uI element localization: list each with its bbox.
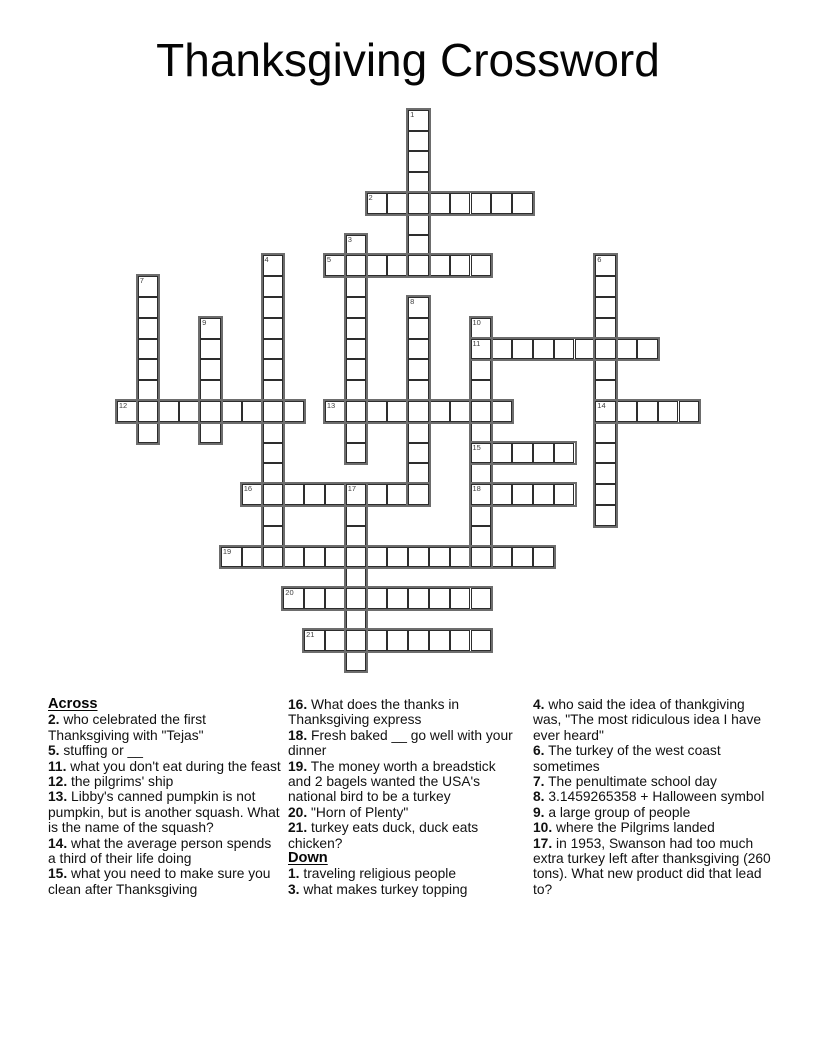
grid-cell[interactable] <box>679 401 700 422</box>
grid-cell[interactable] <box>575 339 596 360</box>
grid-cell[interactable] <box>408 339 429 360</box>
grid-cell[interactable] <box>325 401 346 422</box>
grid-cell[interactable] <box>429 255 450 276</box>
grid-cell[interactable] <box>595 422 616 443</box>
grid-cell[interactable] <box>200 359 221 380</box>
grid-cell[interactable] <box>408 630 429 651</box>
grid-cell[interactable] <box>595 359 616 380</box>
grid-cell[interactable] <box>200 380 221 401</box>
grid-cell[interactable] <box>367 588 388 609</box>
clue-8 <box>533 789 776 804</box>
grid-cell[interactable] <box>429 588 450 609</box>
grid-cell[interactable] <box>512 443 533 464</box>
cell-number: 19 <box>222 546 232 556</box>
grid-cell[interactable] <box>408 235 429 256</box>
grid-cell[interactable] <box>471 547 492 568</box>
grid-cell[interactable] <box>179 401 200 422</box>
clue-number: 10. <box>533 820 553 836</box>
grid-cell[interactable] <box>283 484 304 505</box>
clue-number: 8. <box>533 789 545 805</box>
cell-number: 11 <box>472 338 481 348</box>
grid-cell[interactable] <box>533 547 554 568</box>
clue-number: 5. <box>48 743 60 759</box>
grid-cell[interactable] <box>242 547 263 568</box>
clue-text: 3.1459265358 + Halloween symbol <box>548 789 765 805</box>
grid-cell[interactable] <box>408 422 429 443</box>
clue-number: 19. <box>288 758 308 774</box>
grid-cell[interactable] <box>263 318 284 339</box>
clue-text: what you need to make sure you clean after Thanksgiving <box>48 866 271 897</box>
clue-text: Libby's canned pumpkin is not pumpkin, but is another squash. What is the name of the squash? <box>48 789 280 836</box>
grid-cell[interactable] <box>512 193 533 214</box>
grid-cell[interactable] <box>200 422 221 443</box>
grid-cell[interactable] <box>367 547 388 568</box>
grid-cell[interactable] <box>450 193 471 214</box>
clue-11 <box>48 759 281 774</box>
grid-cell[interactable] <box>138 276 159 297</box>
grid-cell[interactable] <box>595 463 616 484</box>
grid-cell[interactable] <box>408 401 429 422</box>
grid-cell[interactable] <box>595 297 616 318</box>
grid-cell[interactable] <box>554 484 575 505</box>
grid-cell[interactable] <box>595 339 616 360</box>
cell-number: 7 <box>139 276 144 286</box>
grid-cell[interactable] <box>616 339 637 360</box>
clue-number: 17. <box>533 835 553 851</box>
grid-cell[interactable] <box>450 255 471 276</box>
grid-cell[interactable] <box>346 609 367 630</box>
grid-cell[interactable] <box>346 255 367 276</box>
grid-cell[interactable] <box>263 339 284 360</box>
grid-cell[interactable] <box>346 297 367 318</box>
grid-cell[interactable] <box>346 318 367 339</box>
grid-cell[interactable] <box>283 588 304 609</box>
cell-number: 16 <box>243 484 253 494</box>
grid-cell[interactable] <box>512 339 533 360</box>
grid-cell[interactable] <box>450 588 471 609</box>
clue-18 <box>288 728 519 759</box>
clue-19 <box>288 759 519 805</box>
grid-cell[interactable] <box>408 547 429 568</box>
grid-cell[interactable] <box>387 547 408 568</box>
grid-cell[interactable] <box>263 276 284 297</box>
grid-cell[interactable] <box>408 151 429 172</box>
grid-cell[interactable] <box>367 193 388 214</box>
clue-number: 2. <box>48 712 60 728</box>
grid-cell[interactable] <box>533 443 554 464</box>
grid-cell[interactable] <box>263 443 284 464</box>
grid-cell[interactable] <box>367 401 388 422</box>
grid-cell[interactable] <box>429 193 450 214</box>
grid-cell[interactable] <box>138 401 159 422</box>
clue-text: who celebrated the first Thanksgiving with "Tejas" <box>48 712 207 743</box>
grid-cell[interactable] <box>200 318 221 339</box>
grid-cell[interactable] <box>408 484 429 505</box>
grid-cell[interactable] <box>429 630 450 651</box>
grid-cell[interactable] <box>346 380 367 401</box>
grid-cell[interactable] <box>346 588 367 609</box>
grid-cell[interactable] <box>138 339 159 360</box>
clue-text: traveling religious people <box>303 866 456 882</box>
grid-cell[interactable] <box>304 588 325 609</box>
grid-cell[interactable] <box>283 547 304 568</box>
grid-cell[interactable] <box>346 547 367 568</box>
grid-cell[interactable] <box>221 401 242 422</box>
clue-text: who said the idea of thankgiving was, "The most ridiculous idea I have ever heard" <box>533 697 762 743</box>
clue-20 <box>288 805 519 820</box>
cell-number: 10 <box>472 317 481 327</box>
grid-cell[interactable] <box>595 484 616 505</box>
clue-number: 3. <box>288 881 300 897</box>
grid-cell[interactable] <box>346 422 367 443</box>
cell-number: 9 <box>202 317 207 327</box>
cell-number: 12 <box>118 401 128 410</box>
clue-4 <box>533 697 776 743</box>
clue-number: 9. <box>533 804 545 820</box>
grid-cell[interactable] <box>408 255 429 276</box>
grid-cell[interactable] <box>263 359 284 380</box>
clue-text: stuffing or __ <box>63 743 143 759</box>
grid-cell[interactable] <box>595 276 616 297</box>
grid-cell[interactable] <box>471 380 492 401</box>
clue-9 <box>533 805 776 820</box>
grid-cell[interactable] <box>408 318 429 339</box>
grid-cell[interactable] <box>471 630 492 651</box>
clue-column-2 <box>288 697 519 897</box>
grid-cell[interactable] <box>367 484 388 505</box>
grid-cell[interactable] <box>429 401 450 422</box>
grid-cell[interactable] <box>304 630 325 651</box>
grid-cell[interactable] <box>491 443 512 464</box>
grid-cell[interactable] <box>138 359 159 380</box>
clue-number: 21. <box>288 820 308 836</box>
clue-text: "Horn of Plenty" <box>311 804 409 820</box>
grid-cell[interactable] <box>408 588 429 609</box>
clue-text: what makes turkey topping <box>303 881 468 897</box>
grid-cell[interactable] <box>637 401 658 422</box>
grid-cell[interactable] <box>325 547 346 568</box>
clue-6 <box>533 743 776 774</box>
clue-text: the pilgrims' ship <box>71 774 174 790</box>
grid-cell[interactable] <box>387 401 408 422</box>
grid-cell[interactable] <box>595 380 616 401</box>
grid-cell[interactable] <box>346 484 367 505</box>
grid-cell[interactable] <box>595 505 616 526</box>
grid-cell[interactable] <box>512 484 533 505</box>
grid-cell[interactable] <box>367 630 388 651</box>
grid-cell[interactable] <box>346 526 367 547</box>
clue-text: where the Pilgrims landed <box>556 820 715 836</box>
cell-number: 20 <box>285 588 294 598</box>
down-header: Down <box>288 850 328 867</box>
grid-cell[interactable] <box>138 297 159 318</box>
cell-number: 1 <box>410 109 415 119</box>
grid-cell[interactable] <box>491 193 512 214</box>
grid-cell[interactable] <box>263 484 284 505</box>
grid-cell[interactable] <box>346 235 367 256</box>
grid-cell[interactable] <box>159 401 180 422</box>
grid-cell[interactable] <box>138 422 159 443</box>
cell-number: 5 <box>326 255 332 265</box>
clue-text: The penultimate school day <box>548 774 717 790</box>
cell-number: 18 <box>472 484 481 494</box>
grid-cell[interactable] <box>387 484 408 505</box>
grid-cell[interactable] <box>471 484 492 505</box>
grid-cell[interactable] <box>263 297 284 318</box>
cell-number: 4 <box>264 255 269 265</box>
cell-number: 17 <box>347 484 357 494</box>
grid-cell[interactable] <box>138 318 159 339</box>
grid-cell[interactable] <box>408 110 429 131</box>
clue-text: in 1953, Swanson had too much extra turkey left after thanksgiving (260 tons). What new product did that lead to? <box>533 835 771 897</box>
cell-number: 8 <box>410 297 415 306</box>
clue-21 <box>288 820 519 851</box>
clue-number: 7. <box>533 774 545 790</box>
grid-cell[interactable] <box>387 255 408 276</box>
clue-number: 1. <box>288 866 300 882</box>
clue-5 <box>48 743 281 758</box>
grid-cell[interactable] <box>325 588 346 609</box>
clue-number: 18. <box>288 727 308 743</box>
cell-number: 3 <box>347 234 352 244</box>
clue-10 <box>533 820 776 835</box>
grid-cell[interactable] <box>471 193 492 214</box>
cell-number: 6 <box>597 255 602 265</box>
grid-cell[interactable] <box>325 255 346 276</box>
grid-cell[interactable] <box>408 359 429 380</box>
grid-cell[interactable] <box>491 484 512 505</box>
grid-cell[interactable] <box>408 380 429 401</box>
grid-cell[interactable] <box>408 443 429 464</box>
grid-cell[interactable] <box>263 526 284 547</box>
clue-12 <box>48 774 281 789</box>
grid-cell[interactable] <box>346 651 367 672</box>
grid-cell[interactable] <box>471 422 492 443</box>
clue-text: The money worth a breadstick and 2 bagels wanted the USA's national bird to be a turkey <box>288 758 496 805</box>
grid-cell[interactable] <box>263 422 284 443</box>
grid-cell[interactable] <box>263 380 284 401</box>
grid-cell[interactable] <box>387 193 408 214</box>
grid-cell[interactable] <box>283 401 304 422</box>
clue-17 <box>533 836 776 898</box>
grid-cell[interactable] <box>346 339 367 360</box>
grid-cell[interactable] <box>595 255 616 276</box>
clue-number: 11. <box>48 758 67 774</box>
grid-cell[interactable] <box>533 339 554 360</box>
clue-13 <box>48 789 281 835</box>
grid-cell[interactable] <box>304 484 325 505</box>
grid-cell[interactable] <box>263 505 284 526</box>
clue-number: 4. <box>533 697 545 712</box>
clue-number: 6. <box>533 743 545 759</box>
clue-number: 15. <box>48 866 68 882</box>
clue-text: what the average person spends a third of their life doing <box>48 835 272 867</box>
grid-cell[interactable] <box>242 401 263 422</box>
grid-cell[interactable] <box>554 443 575 464</box>
grid-cell[interactable] <box>325 630 346 651</box>
grid-cell[interactable] <box>304 547 325 568</box>
grid-cell[interactable] <box>471 401 492 422</box>
clue-7 <box>533 774 776 789</box>
clue-column-1 <box>48 697 281 897</box>
clue-text: What does the thanks in Thanksgiving express <box>288 697 460 728</box>
grid-cell[interactable] <box>346 630 367 651</box>
clue-text: what you don't eat during the feast <box>70 758 281 774</box>
cell-number: 13 <box>326 401 336 410</box>
clue-number: 13. <box>48 789 68 805</box>
grid-cell[interactable] <box>471 505 492 526</box>
grid-cell[interactable] <box>408 172 429 193</box>
grid-cell[interactable] <box>346 443 367 464</box>
grid-cell[interactable] <box>408 131 429 152</box>
grid-cell[interactable] <box>533 484 554 505</box>
clue-number: 12. <box>48 774 68 790</box>
grid-cell[interactable] <box>450 630 471 651</box>
clue-15 <box>48 866 281 897</box>
clue-text: a large group of people <box>548 804 691 820</box>
grid-cell[interactable] <box>471 359 492 380</box>
grid-cell[interactable] <box>471 255 492 276</box>
clue-1 <box>288 866 519 881</box>
grid-cell[interactable] <box>408 214 429 235</box>
cell-number: 14 <box>597 401 606 410</box>
clue-text: The turkey of the west coast sometimes <box>533 743 721 774</box>
grid-cell[interactable] <box>346 567 367 588</box>
grid-cell[interactable] <box>346 505 367 526</box>
grid-cell[interactable] <box>637 339 658 360</box>
grid-cell[interactable] <box>595 318 616 339</box>
grid-cell[interactable] <box>658 401 679 422</box>
clue-number: 16. <box>288 697 308 712</box>
clue-text: Fresh baked __ go well with your dinner <box>288 727 513 759</box>
clue-14 <box>48 836 281 867</box>
cell-number: 15 <box>472 442 481 452</box>
grid-cell[interactable] <box>263 401 284 422</box>
grid-cell[interactable] <box>595 443 616 464</box>
cell-number: 21 <box>306 629 315 639</box>
grid-cell[interactable] <box>450 547 471 568</box>
grid-cell[interactable] <box>408 297 429 318</box>
grid-cell[interactable] <box>471 588 492 609</box>
grid-cell[interactable] <box>346 359 367 380</box>
grid-cell[interactable] <box>491 547 512 568</box>
grid-cell[interactable] <box>387 630 408 651</box>
clue-3 <box>288 882 519 897</box>
grid-cell[interactable] <box>138 380 159 401</box>
grid-cell[interactable] <box>491 339 512 360</box>
grid-cell[interactable] <box>263 255 284 276</box>
grid-cell[interactable] <box>117 401 138 422</box>
clue-16 <box>288 697 519 728</box>
grid-cell[interactable] <box>325 484 346 505</box>
clue-2 <box>48 712 281 743</box>
grid-cell[interactable] <box>471 339 492 360</box>
grid-cell[interactable] <box>200 339 221 360</box>
grid-cell[interactable] <box>595 401 616 422</box>
grid-cell[interactable] <box>554 339 575 360</box>
grid-cell[interactable] <box>512 547 533 568</box>
cell-number: 2 <box>368 193 373 202</box>
page-title: Thanksgiving Crossword <box>156 34 660 86</box>
grid-cell[interactable] <box>387 588 408 609</box>
grid-cell[interactable] <box>471 318 492 339</box>
across-header: Across <box>48 696 98 712</box>
grid-cell[interactable] <box>346 276 367 297</box>
grid-cell[interactable] <box>263 547 284 568</box>
grid-cell[interactable] <box>242 484 263 505</box>
clue-text: turkey eats duck, duck eats chicken? <box>288 820 479 851</box>
grid-cell[interactable] <box>367 255 388 276</box>
grid-cell[interactable] <box>450 401 471 422</box>
grid-cell[interactable] <box>408 193 429 214</box>
grid-cell[interactable] <box>471 443 492 464</box>
grid-cell[interactable] <box>200 401 221 422</box>
grid-cell[interactable] <box>471 463 492 484</box>
clue-number: 14. <box>48 835 68 851</box>
grid-cell[interactable] <box>221 547 242 568</box>
grid-cell[interactable] <box>429 547 450 568</box>
grid-cell[interactable] <box>263 463 284 484</box>
clue-number: 20. <box>288 804 308 820</box>
clue-column-3 <box>533 697 776 897</box>
grid-cell[interactable] <box>346 401 367 422</box>
grid-cell[interactable] <box>616 401 637 422</box>
grid-cell[interactable] <box>491 401 512 422</box>
grid-cell[interactable] <box>471 526 492 547</box>
grid-cell[interactable] <box>408 463 429 484</box>
